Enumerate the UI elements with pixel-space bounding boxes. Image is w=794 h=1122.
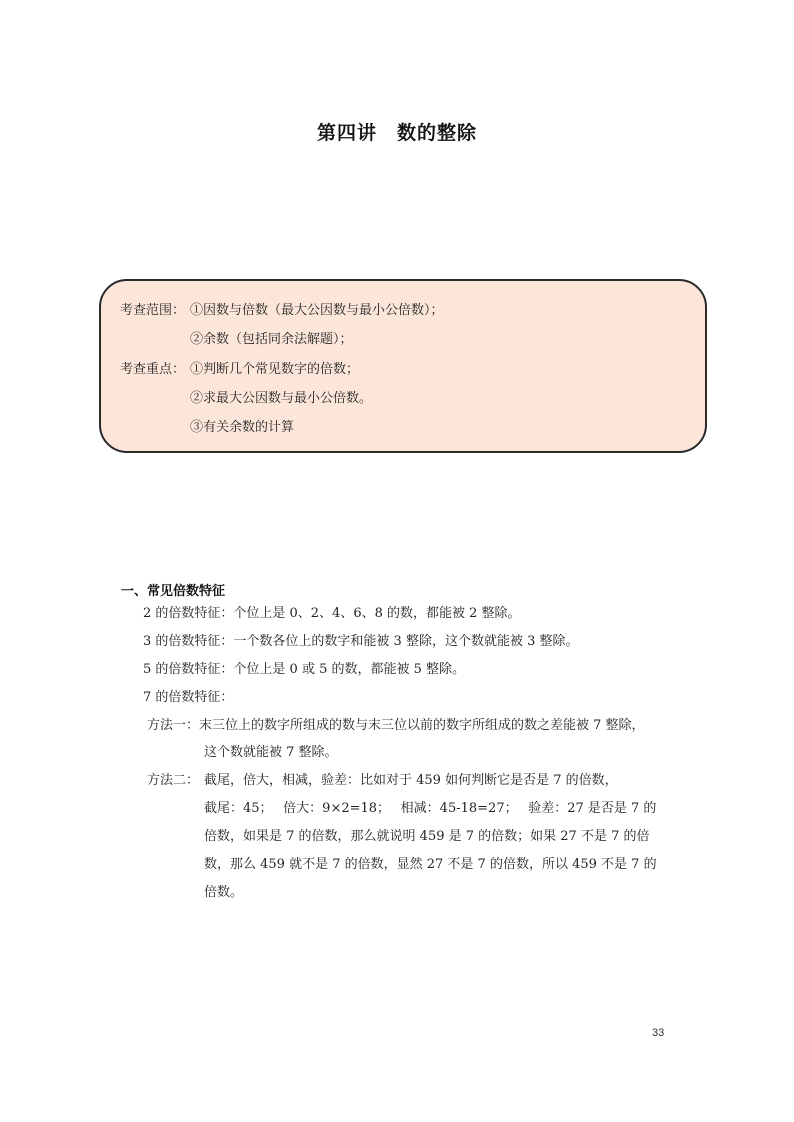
scope-item: ②余数（包括同余法解题）； — [190, 332, 353, 347]
method2-text: 倍数。 — [204, 885, 244, 900]
rule-line: 7 的倍数特征： — [143, 690, 234, 705]
focus-label: 考查重点： — [120, 362, 186, 377]
method1-text: 这个数就能被 7 整除。 — [204, 745, 338, 760]
rule-line: 5 的倍数特征：个位上是 0 或 5 的数，都能被 5 整除。 — [143, 662, 466, 677]
scope-line-2 — [190, 331, 353, 349]
scope-item: ①因数与倍数（最大公因数与最小公倍数）； — [190, 303, 444, 318]
method2-label: 方法二： — [147, 773, 200, 788]
method1-text: 末三位上的数字所组成的数与末三位以前的数字所组成的数之差能被 7 整除， — [199, 718, 645, 733]
scope-label: 考查范围： — [120, 303, 186, 318]
method2-text: 截尾，倍大，相减，验差：比如对于 459 如何判断它是否是 7 的倍数， — [204, 773, 618, 788]
rule-line: 3 的倍数特征：一个数各位上的数字和能被 3 整除，这个数就能被 3 整除。 — [143, 634, 579, 649]
focus-item: ③有关余数的计算 — [190, 420, 295, 435]
method2-text: 截尾：45； 倍大：9×2=18； 相减：45-18=27； 验差：27 是否是 7 的 — [204, 801, 657, 816]
section-heading: 一、常见倍数特征 — [121, 584, 226, 599]
method2-text: 数，那么 459 就不是 7 的倍数，显然 27 不是 7 的倍数，所以 459 不是 7 的 — [204, 857, 657, 872]
focus-item: ②求最大公因数与最小公倍数。 — [190, 391, 373, 406]
page-number: 33 — [652, 1027, 665, 1039]
focus-line-2 — [190, 390, 372, 408]
page-title: 第四讲 数的整除 — [316, 122, 477, 144]
method1-label: 方法一： — [147, 718, 200, 733]
method2-text: 倍数，如果是 7 的倍数，那么就说明 459 是 7 的倍数；如果 27 不是 7 的倍 — [204, 829, 650, 844]
rule-line: 2 的倍数特征：个位上是 0、2、4、6、8 的数，都能被 2 整除。 — [143, 606, 521, 621]
focus-line-1 — [120, 361, 359, 379]
focus-item: ①判断几个常见数字的倍数； — [190, 362, 360, 377]
scope-line-1 — [120, 302, 444, 320]
focus-line-3 — [190, 419, 294, 437]
